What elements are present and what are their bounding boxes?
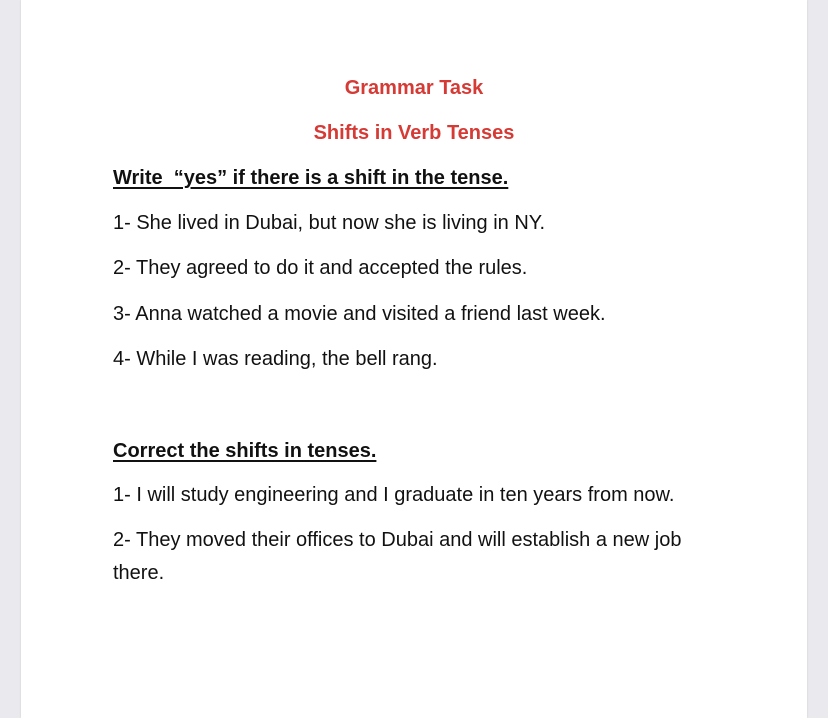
section1-instruction: Write “yes” if there is a shift in the tense.: [113, 167, 509, 189]
document-subtitle: Shifts in Verb Tenses: [313, 122, 515, 144]
section2-item-1: 1- I will study engineering and I graduate in ten years from now.: [113, 484, 675, 506]
section2-item-2: 2- They moved their offices to Dubai and will establish a new job there.: [113, 529, 682, 584]
section2-instruction: Correct the shifts in tenses.: [113, 440, 377, 462]
document-page: [21, 0, 807, 718]
section1-item-3: 3- Anna watched a movie and visited a friend last week.: [113, 303, 606, 325]
section1-item-2: 2- They agreed to do it and accepted the rules.: [113, 257, 528, 279]
section1-item-4: 4- While I was reading, the bell rang.: [113, 348, 438, 370]
section1-item-1: 1- She lived in Dubai, but now she is living in NY.: [113, 212, 546, 234]
document-title: Grammar Task: [344, 77, 484, 99]
